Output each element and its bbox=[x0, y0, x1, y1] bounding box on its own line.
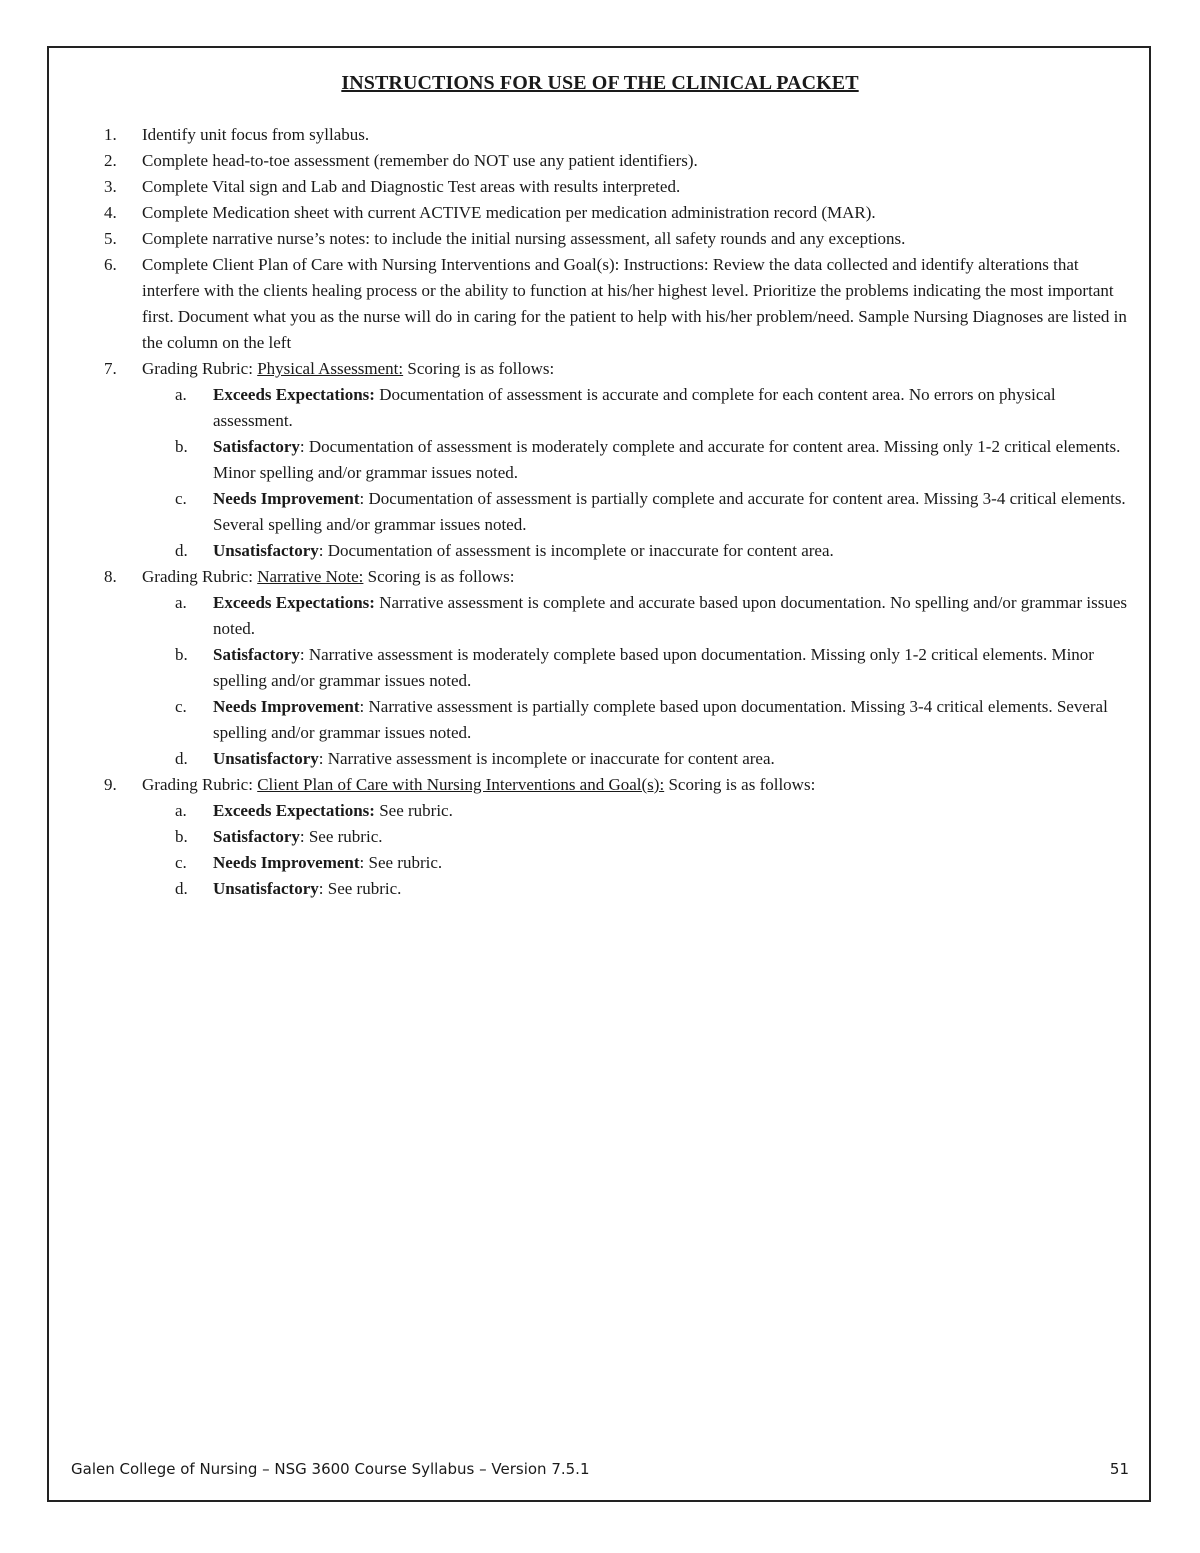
rubric-prefix: Grading Rubric: bbox=[142, 567, 258, 586]
rubric-criteria-list bbox=[142, 590, 1134, 772]
criteria-item bbox=[175, 824, 1134, 850]
criteria-letter: a. bbox=[175, 593, 187, 612]
criteria-text: : See rubric. bbox=[318, 879, 402, 898]
criteria-letter: d. bbox=[175, 541, 188, 560]
list-item bbox=[104, 200, 1134, 226]
criteria-letter: a. bbox=[175, 385, 187, 404]
criteria-text: : Documentation of assessment is partially complete and accurate for content area. Missing 3-4 critical elements. Several spelling and/or grammar issues noted. bbox=[213, 489, 1126, 534]
criteria-label: Satisfactory bbox=[213, 827, 300, 846]
criteria-item bbox=[175, 590, 1134, 642]
item-number: 6. bbox=[104, 255, 117, 274]
footer-course-info: Galen College of Nursing – NSG 3600 Course Syllabus – Version 7.5.1 bbox=[71, 1460, 590, 1478]
criteria-item bbox=[175, 694, 1134, 746]
rubric-suffix: Scoring is as follows: bbox=[664, 775, 816, 794]
criteria-label: Unsatisfactory bbox=[213, 749, 319, 768]
rubric-item bbox=[104, 356, 1134, 564]
rubric-topic: Narrative Note: bbox=[257, 567, 364, 586]
rubric-topic: Client Plan of Care with Nursing Interventions and Goal(s): bbox=[257, 775, 665, 794]
item-number: 3. bbox=[104, 177, 117, 196]
list-item bbox=[104, 252, 1134, 356]
criteria-text: : See rubric. bbox=[359, 853, 443, 872]
page-title: INSTRUCTIONS FOR USE OF THE CLINICAL PACKET bbox=[341, 72, 859, 94]
list-item bbox=[104, 174, 1134, 200]
criteria-letter: c. bbox=[175, 697, 187, 716]
criteria-item bbox=[175, 850, 1134, 876]
criteria-label: Needs Improvement bbox=[213, 853, 360, 872]
criteria-label: Unsatisfactory bbox=[213, 879, 319, 898]
criteria-item bbox=[175, 642, 1134, 694]
criteria-letter: b. bbox=[175, 437, 188, 456]
criteria-letter: b. bbox=[175, 645, 188, 664]
criteria-text: : Documentation of assessment is incomplete or inaccurate for content area. bbox=[318, 541, 834, 560]
rubric-criteria-list bbox=[142, 382, 1134, 564]
rubric-prefix: Grading Rubric: bbox=[142, 359, 258, 378]
page-number: 51 bbox=[1109, 1460, 1129, 1478]
criteria-text: : Documentation of assessment is moderately complete and accurate for content area. Missing only 1-2 critical elements. Minor spelling and/or grammar issues noted. bbox=[213, 437, 1121, 482]
rubric-suffix: Scoring is as follows: bbox=[403, 359, 555, 378]
criteria-label: Unsatisfactory bbox=[213, 541, 319, 560]
criteria-letter: d. bbox=[175, 879, 188, 898]
item-number: 5. bbox=[104, 229, 117, 248]
criteria-label: Exceeds Expectations: bbox=[213, 593, 375, 612]
criteria-letter: d. bbox=[175, 749, 188, 768]
criteria-item bbox=[175, 382, 1134, 434]
item-number: 7. bbox=[104, 359, 117, 378]
criteria-letter: a. bbox=[175, 801, 187, 820]
criteria-letter: b. bbox=[175, 827, 188, 846]
criteria-letter: c. bbox=[175, 489, 187, 508]
item-text: Complete Medication sheet with current ACTIVE medication per medication administration record (MAR). bbox=[142, 203, 876, 222]
list-item bbox=[104, 148, 1134, 174]
criteria-label: Satisfactory bbox=[213, 645, 300, 664]
item-text: Complete head-to-toe assessment (remember do NOT use any patient identifiers). bbox=[142, 151, 698, 170]
rubric-topic: Physical Assessment: bbox=[257, 359, 404, 378]
instruction-list bbox=[104, 122, 1134, 902]
item-number: 2. bbox=[104, 151, 117, 170]
criteria-label: Exceeds Expectations: bbox=[213, 801, 375, 820]
item-text: Complete Vital sign and Lab and Diagnostic Test areas with results interpreted. bbox=[142, 177, 681, 196]
criteria-text: : Narrative assessment is incomplete or inaccurate for content area. bbox=[318, 749, 775, 768]
item-text: Identify unit focus from syllabus. bbox=[142, 125, 370, 144]
criteria-item bbox=[175, 746, 1134, 772]
criteria-item bbox=[175, 798, 1134, 824]
item-number: 1. bbox=[104, 125, 117, 144]
rubric-item bbox=[104, 772, 1134, 902]
criteria-text: Narrative assessment is complete and accurate based upon documentation. No spelling and/or grammar issues noted. bbox=[213, 593, 1127, 638]
item-number: 4. bbox=[104, 203, 117, 222]
list-item bbox=[104, 122, 1134, 148]
criteria-label: Exceeds Expectations: bbox=[213, 385, 375, 404]
rubric-criteria-list bbox=[142, 798, 1134, 902]
criteria-item bbox=[175, 486, 1134, 538]
list-item bbox=[104, 226, 1134, 252]
rubric-item bbox=[104, 564, 1134, 772]
criteria-label: Needs Improvement bbox=[213, 489, 360, 508]
item-number: 9. bbox=[104, 775, 117, 794]
criteria-letter: c. bbox=[175, 853, 187, 872]
criteria-text: : Narrative assessment is partially complete based upon documentation. Missing 3-4 critical elements. Several spelling and/or grammar issues noted. bbox=[213, 697, 1108, 742]
item-text: Complete Client Plan of Care with Nursing Interventions and Goal(s): Instructions: Review the data collected and identify alterations that interfere with the clients healing process or the ability to function at his/her highest level. Prioritize the problems indicating the most important first. Document what you as the nurse will do in caring for the patient to help with his/her problem/need. Sample Nursing Diagnoses are listed in the column on the left bbox=[142, 255, 1127, 352]
criteria-item bbox=[175, 876, 1134, 902]
item-text: Complete narrative nurse’s notes: to include the initial nursing assessment, all safety rounds and any exceptions. bbox=[142, 229, 906, 248]
criteria-label: Satisfactory bbox=[213, 437, 300, 456]
criteria-text: : See rubric. bbox=[299, 827, 383, 846]
criteria-item bbox=[175, 434, 1134, 486]
criteria-label: Needs Improvement bbox=[213, 697, 360, 716]
criteria-text: Documentation of assessment is accurate and complete for each content area. No errors on physical assessment. bbox=[213, 385, 1056, 430]
criteria-text: See rubric. bbox=[374, 801, 453, 820]
rubric-prefix: Grading Rubric: bbox=[142, 775, 258, 794]
item-number: 8. bbox=[104, 567, 117, 586]
criteria-text: : Narrative assessment is moderately complete based upon documentation. Missing only 1-2 critical elements. Minor spelling and/or grammar issues noted. bbox=[213, 645, 1094, 690]
rubric-suffix: Scoring is as follows: bbox=[363, 567, 515, 586]
criteria-item bbox=[175, 538, 1134, 564]
